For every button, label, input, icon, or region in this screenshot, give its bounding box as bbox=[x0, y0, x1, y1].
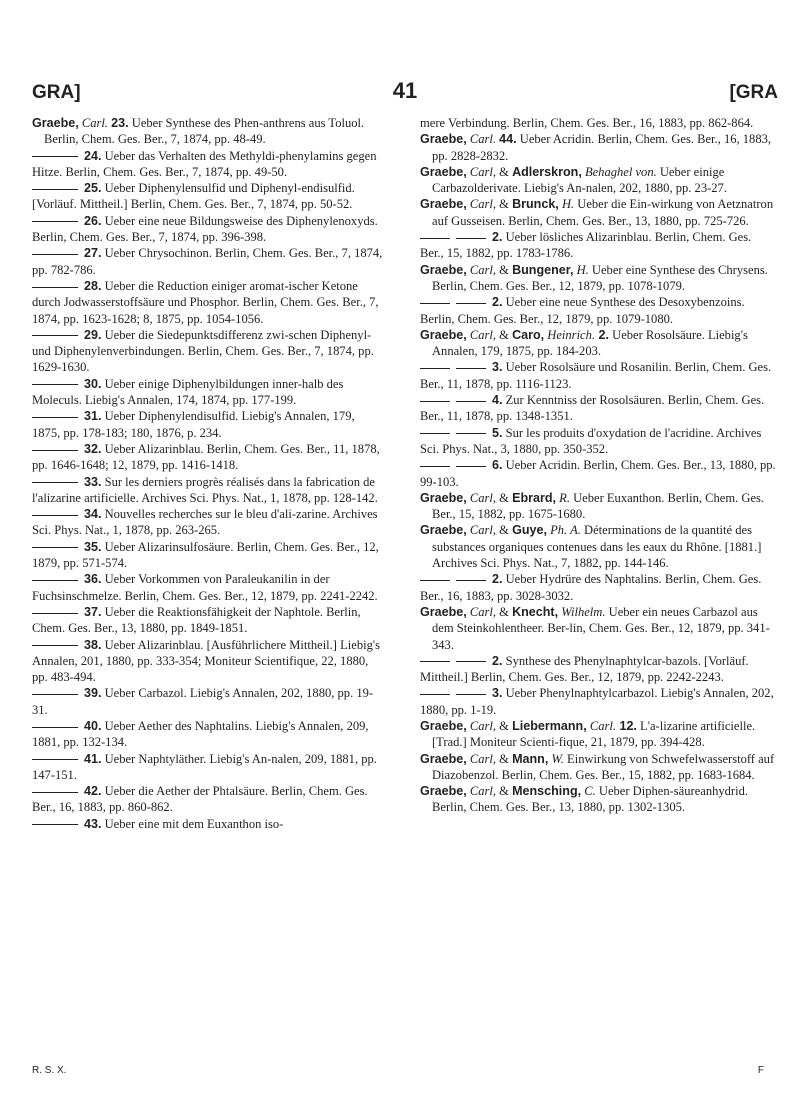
coauthor-surname: Ebrard, bbox=[512, 490, 557, 505]
entry-number: 44. bbox=[499, 132, 517, 147]
bibliography-entry bbox=[420, 653, 776, 686]
bibliography-entry bbox=[32, 751, 384, 784]
ditto-dash bbox=[420, 368, 450, 369]
author-forename: Carl. bbox=[81, 116, 109, 130]
left-column bbox=[32, 115, 384, 832]
entry-number: 25. bbox=[84, 181, 102, 196]
page-header bbox=[32, 78, 778, 108]
bibliography-entry: Graebe, Carl, & Knecht, Wilhelm. Ueber ein neues Carbazol aus dem Steinkohlentheer. Ber-lin, Chem. Ges. Ber., 12, 1879, pp. 341-343. bbox=[420, 604, 770, 652]
bibliography-entry bbox=[32, 327, 384, 376]
entry-text: Ueber Alizarinblau. [Ausführlichere Mittheil.] Liebig's Annalen, 201, 1880, pp. 333-354; Moniteur Scientifique, 22, 1880, pp. 483-494. bbox=[32, 637, 381, 685]
entry-number: 4. bbox=[492, 393, 503, 408]
entry-text: Déterminations de la quantité des substances organiques contenues dans les eaux du Rhône. [1881.] Archives Sci. Phys. Nat., 7, 1882, pp. 144-146. bbox=[432, 523, 762, 571]
entry-number: 2. bbox=[492, 230, 503, 245]
entry-text: Ueber Diphen-säureanhydrid. Berlin, Chem. Ges. Ber., 13, 1880, pp. 1302-1305. bbox=[432, 784, 748, 815]
author-surname: Graebe, bbox=[420, 262, 467, 277]
ditto-dash bbox=[32, 580, 78, 581]
entry-number: 24. bbox=[84, 148, 102, 163]
entry-text: Ueber Rosolsäure. Liebig's Annalen, 179, 1875, pp. 184-203. bbox=[432, 327, 748, 359]
author-forename: Carl, bbox=[469, 718, 497, 733]
entry-text: Ueber einige Carbazolderivate. Liebig's An-nalen, 202, 1880, pp. 23-27. bbox=[432, 164, 727, 196]
bibliography-entry bbox=[32, 783, 384, 816]
author-surname: Graebe, bbox=[420, 751, 467, 766]
ditto-dash bbox=[456, 238, 486, 239]
coauthor-surname: Knecht, bbox=[512, 604, 559, 619]
bibliography-entry bbox=[420, 425, 776, 458]
ditto-dash bbox=[456, 580, 486, 581]
signature-mark: R. S. X. bbox=[32, 1065, 67, 1076]
entry-text: Ueber Carbazol. Liebig's Annalen, 202, 1880, pp. 19-31. bbox=[32, 686, 374, 717]
entry-number: 39. bbox=[84, 686, 102, 701]
entry-number: 35. bbox=[84, 539, 102, 554]
entry-text: Ueber die Reduction einiger aromat-ischer Ketone durch Jodwasserstoffsäure und Phosphor. Berlin, Chem. Ges. Ber., 7, 1874, pp. 1623-1628; 8, 1875, pp. 1054-1056. bbox=[32, 278, 379, 326]
ditto-dash bbox=[32, 547, 78, 548]
bibliography-entry bbox=[420, 392, 776, 425]
entry-text: Ueber eine mit dem Euxanthon iso- bbox=[101, 816, 284, 831]
bibliography-entry bbox=[32, 376, 384, 409]
bibliography-entry: Graebe, Carl, & Mann, W. Einwirkung von Schwefelwasserstoff auf Diazobenzol. Berlin, Chem. Ges. Ber., 15, 1882, pp. 1683-1684. bbox=[420, 751, 775, 782]
author-forename: Carl, bbox=[469, 197, 497, 212]
ditto-dash bbox=[456, 368, 486, 369]
bibliography-entry bbox=[32, 604, 384, 637]
ditto-dash bbox=[456, 303, 486, 304]
coauthor-forename: Wilhelm. bbox=[561, 604, 606, 619]
header-right-running-head: [GRA bbox=[729, 82, 778, 103]
bibliography-entry: Graebe, Carl, & Guye, Ph. A. Déterminations de la quantité des substances organiques contenues dans les eaux du Rhône. [1881.] Archives Sci. Phys. Nat., 7, 1882, pp. 144-146. bbox=[420, 523, 762, 571]
ditto-dash bbox=[32, 417, 78, 418]
author-surname: Graebe, bbox=[420, 197, 467, 212]
entry-number: 41. bbox=[84, 751, 102, 766]
right-column bbox=[420, 115, 776, 816]
coauthor-forename: Heinrich. bbox=[547, 327, 596, 342]
ditto-dash bbox=[32, 287, 78, 288]
entry-number: 3. bbox=[492, 360, 503, 375]
entry-number: 31. bbox=[84, 409, 102, 424]
bibliography-entry: Graebe, Carl, & Adlerskron, Behaghel von. Ueber einige Carbazolderivate. Liebig's An-nalen, 202, 1880, pp. 23-27. bbox=[420, 164, 727, 196]
author-forename: Carl. bbox=[469, 132, 497, 147]
author-forename: Carl, bbox=[469, 751, 497, 766]
coauthor-forename: Behaghel von. bbox=[584, 164, 657, 179]
gathering-letter: F bbox=[757, 1065, 764, 1076]
page-number: 41 bbox=[392, 78, 418, 103]
ditto-dash bbox=[456, 466, 486, 467]
ditto-dash bbox=[456, 401, 486, 402]
author-forename: Carl, bbox=[469, 784, 497, 799]
ditto-dash bbox=[32, 515, 78, 516]
bibliography-entry bbox=[420, 115, 776, 131]
coauthor-surname: Guye, bbox=[512, 523, 547, 538]
entry-number: 5. bbox=[492, 425, 503, 440]
bibliography-entry bbox=[32, 718, 384, 751]
author-forename: Carl, bbox=[469, 523, 497, 538]
coauthor-forename: W. bbox=[551, 751, 564, 766]
entry-text: Ueber Diphenylendisulfid. Liebig's Annalen, 179, 1875, pp. 178-183; 180, 1876, p. 234. bbox=[32, 409, 355, 440]
entry-text: Sur les derniers progrès réalisés dans la fabrication de l'alizarine artificielle. Archives Sci. Phys. Nat., 1, 1878, pp. 128-142. bbox=[32, 474, 378, 505]
bibliography-entry: Graebe, Carl, & Liebermann, Carl. 12. L'a-lizarine artificielle. [Trad.] Moniteur Scienti-fique, 21, 1879, pp. 394-428. bbox=[420, 718, 756, 750]
coauthor-surname: Mensching, bbox=[512, 784, 582, 799]
bibliography-entry bbox=[32, 506, 384, 539]
ditto-dash bbox=[32, 221, 78, 222]
bibliography-entry bbox=[420, 685, 776, 718]
bibliography-entry bbox=[420, 294, 776, 327]
ditto-dash bbox=[32, 450, 78, 451]
entry-number: 36. bbox=[84, 572, 102, 587]
entry-text: mere Verbindung. Berlin, Chem. Ges. Ber., 16, 1883, pp. 862-864. bbox=[420, 116, 754, 130]
entry-text: Ueber Chrysochinon. Berlin, Chem. Ges. Ber., 7, 1874, pp. 782-786. bbox=[32, 246, 383, 277]
entry-text: Sur les produits d'oxydation de l'acridine. Archives Sci. Phys. Nat., 3, 1880, pp. 350-352. bbox=[420, 425, 762, 456]
ditto-dash bbox=[420, 433, 450, 434]
bibliography-entry bbox=[32, 637, 384, 686]
entry-number: 2. bbox=[492, 295, 503, 310]
entry-text: Ueber einige Diphenylbildungen inner-halb des Moleculs. Liebig's Annalen, 174, 1874, pp. 177-199. bbox=[32, 376, 344, 408]
ditto-dash bbox=[32, 482, 78, 483]
entry-text: Ueber Acridin. Berlin, Chem. Ges. Ber., 13, 1880, pp. 99-103. bbox=[420, 458, 776, 489]
entry-number: 2. bbox=[492, 653, 503, 668]
entry-text: Ueber Diphenylensulfid und Diphenyl-endisulfid. [Vorläuf. Mittheil.] Berlin, Chem. Ges. Ber., 7, 1874, pp. 50-52. bbox=[32, 181, 355, 212]
entry-text: Ueber Vorkommen von Paraleukanilin in der Fuchsinschmelze. Berlin, Chem. Ges. Ber., 12, 1879, pp. 2241-2242. bbox=[32, 572, 378, 603]
bibliography-entry bbox=[32, 408, 384, 441]
bibliography-entry bbox=[420, 131, 776, 164]
ditto-dash bbox=[32, 694, 78, 695]
ditto-dash bbox=[32, 156, 78, 157]
ditto-dash bbox=[32, 792, 78, 793]
entry-text: Ueber Naphtyläther. Liebig's An-nalen, 209, 1881, pp. 147-151. bbox=[32, 751, 377, 782]
entry-text: Ueber Alizarinblau. Berlin, Chem. Ges. Ber., 11, 1878, pp. 1646-1648; 12, 1879, pp. 1416-1418. bbox=[32, 441, 380, 473]
bibliography-entry bbox=[32, 539, 384, 572]
author-surname: Graebe, bbox=[420, 784, 467, 799]
coauthor-surname: Caro, bbox=[512, 327, 545, 342]
entry-number: 6. bbox=[492, 458, 503, 473]
author-surname: Graebe, bbox=[420, 490, 467, 505]
entry-text: Ueber die Siedepunktsdifferenz zwi-schen Diphenyl- und Diphenylenverbindungen. Berlin, Chem. Ges. Ber., 7, 1874, pp. 1629-1630. bbox=[32, 327, 374, 375]
entry-text: Synthese des Phenylnaphtylcar-bazols. [Vorläuf. Mittheil.] Berlin, Chem. Ges. Ber., 12, 1879, pp. 2242-2243. bbox=[420, 653, 749, 685]
coauthor-surname: Brunck, bbox=[512, 197, 559, 212]
bibliography-entry bbox=[420, 359, 776, 392]
entry-number: 2. bbox=[595, 327, 609, 342]
bibliography-entry bbox=[32, 148, 384, 181]
ditto-dash bbox=[420, 401, 450, 402]
entry-number: 23. bbox=[111, 116, 129, 130]
entry-text: Ueber lösliches Alizarinblau. Berlin, Chem. Ges. Ber., 15, 1882, pp. 1783-1786. bbox=[420, 230, 752, 261]
entry-text: Ueber die Ein-wirkung von Aetznatron auf Gusseisen. Berlin, Chem. Ges. Ber., 13, 1880, pp. 725-726. bbox=[432, 197, 774, 228]
coauthor-forename: Carl. bbox=[589, 718, 616, 733]
bibliography-entry bbox=[32, 278, 384, 327]
bibliography-entry bbox=[32, 115, 384, 148]
entry-text: Ueber Acridin. Berlin, Chem. Ges. Ber., 16, 1883, pp. 2828-2832. bbox=[432, 132, 772, 163]
coauthor-surname: Bungener, bbox=[512, 262, 574, 277]
bibliography-entry bbox=[32, 245, 384, 278]
coauthor-surname: Mann, bbox=[512, 751, 549, 766]
bibliography-entry: Graebe, Carl, & Ebrard, R. Ueber Euxanthon. Berlin, Chem. Ges. Ber., 15, 1882, pp. 1675-1680. bbox=[420, 490, 765, 522]
entry-text: Nouvelles recherches sur le bleu d'ali-zarine. Archives Sci. Phys. Nat., 1, 1878, pp. 263-265. bbox=[32, 507, 378, 538]
ditto-dash bbox=[420, 466, 450, 467]
ditto-dash bbox=[456, 433, 486, 434]
entry-number: 3. bbox=[492, 686, 503, 701]
ditto-dash bbox=[32, 824, 78, 825]
entry-text: Ueber die Reaktionsfähigkeit der Naphtole. Berlin, Chem. Ges. Ber., 13, 1880, pp. 1849-1851. bbox=[32, 604, 361, 636]
bibliography-entry bbox=[32, 441, 384, 474]
entry-number: 42. bbox=[84, 784, 102, 799]
ditto-dash bbox=[420, 661, 450, 662]
coauthor-forename: C. bbox=[584, 784, 596, 799]
bibliography-entry bbox=[420, 229, 776, 262]
entry-text: Ueber das Verhalten des Methyldi-phenylamins gegen Hitze. Berlin, Chem. Ges. Ber., 7, 1874, pp. 49-50. bbox=[32, 148, 377, 179]
entry-number: 12. bbox=[615, 718, 637, 733]
bibliography-entry bbox=[32, 816, 384, 832]
entry-text: Ueber ein neues Carbazol aus dem Steinkohlentheer. Ber-lin, Chem. Ges. Ber., 12, 1879, pp. 341-343. bbox=[432, 604, 770, 652]
entry-text: Ueber die Aether der Phtalsäure. Berlin, Chem. Ges. Ber., 16, 1883, pp. 860-862. bbox=[32, 784, 368, 815]
ditto-dash bbox=[420, 238, 450, 239]
ditto-dash bbox=[32, 759, 78, 760]
bibliography-entry: Graebe, Carl, & Bungener, H. Ueber eine Synthese des Chrysens. Berlin, Chem. Ges. Ber., 12, 1879, pp. 1078-1079. bbox=[420, 262, 768, 293]
entry-number: 26. bbox=[84, 213, 102, 228]
entry-number: 30. bbox=[84, 376, 102, 391]
coauthor-surname: Adlerskron, bbox=[512, 164, 582, 179]
entry-text: Ueber Aether des Naphtalins. Liebig's Annalen, 209, 1881, pp. 132-134. bbox=[32, 718, 369, 750]
entry-text: Ueber eine neue Bildungsweise des Diphenylenoxyds. Berlin, Chem. Ges. Ber., 7, 1874, pp. 396-398. bbox=[32, 213, 378, 245]
bibliography-entry bbox=[420, 457, 776, 490]
entry-number: 2. bbox=[492, 572, 503, 587]
entry-text: Ueber eine neue Synthese des Desoxybenzoins. Berlin, Chem. Ges. Ber., 12, 1879, pp. 1079-1080. bbox=[420, 295, 745, 326]
author-forename: Carl, bbox=[469, 490, 497, 505]
entry-number: 37. bbox=[84, 604, 102, 619]
entry-text: Ueber Rosolsäure und Rosanilin. Berlin, Chem. Ges. Ber., 11, 1878, pp. 1116-1123. bbox=[420, 360, 772, 391]
bibliography-entry bbox=[32, 571, 384, 604]
author-surname: Graebe, bbox=[420, 523, 467, 538]
bibliography-entry bbox=[32, 180, 384, 213]
ditto-dash bbox=[420, 580, 450, 581]
entry-number: 28. bbox=[84, 278, 102, 293]
coauthor-forename: H. bbox=[561, 197, 575, 212]
entry-number: 34. bbox=[84, 507, 102, 522]
coauthor-forename: Ph. A. bbox=[550, 523, 581, 538]
bibliography-entry bbox=[32, 474, 384, 507]
author-surname: Graebe, bbox=[420, 327, 467, 342]
author-surname: Graebe, bbox=[32, 116, 79, 130]
bibliography-entry bbox=[32, 685, 384, 718]
entry-number: 27. bbox=[84, 246, 102, 261]
bibliography-entry: Graebe, Carl, & Mensching, C. Ueber Diphen-säureanhydrid. Berlin, Chem. Ges. Ber., 13, 1880, pp. 1302-1305. bbox=[420, 784, 748, 815]
entry-number: 40. bbox=[84, 718, 102, 733]
ditto-dash bbox=[420, 303, 450, 304]
entry-text: Ueber Euxanthon. Berlin, Chem. Ges. Ber., 15, 1882, pp. 1675-1680. bbox=[432, 490, 765, 522]
bibliography-entry bbox=[420, 571, 776, 604]
coauthor-surname: Liebermann, bbox=[512, 718, 587, 733]
author-surname: Graebe, bbox=[420, 718, 467, 733]
entry-text: Ueber eine Synthese des Chrysens. Berlin, Chem. Ges. Ber., 12, 1879, pp. 1078-1079. bbox=[432, 262, 768, 293]
bibliography-entry: Graebe, Carl, & Caro, Heinrich. 2. Ueber Rosolsäure. Liebig's Annalen, 179, 1875, pp. 184-203. bbox=[420, 327, 748, 359]
author-surname: Graebe, bbox=[420, 604, 467, 619]
author-surname: Graebe, bbox=[420, 132, 467, 147]
ditto-dash bbox=[32, 335, 78, 336]
ditto-dash bbox=[32, 254, 78, 255]
entry-text: Ueber Synthese des Phen-anthrens aus Toluol. Berlin, Chem. Ges. Ber., 7, 1874, pp. 48-49. bbox=[44, 116, 365, 147]
ditto-dash bbox=[32, 727, 78, 728]
ditto-dash bbox=[32, 613, 78, 614]
entry-number: 29. bbox=[84, 327, 102, 342]
coauthor-forename: H. bbox=[576, 262, 589, 277]
entry-text: L'a-lizarine artificielle. [Trad.] Moniteur Scienti-fique, 21, 1879, pp. 394-428. bbox=[432, 718, 756, 750]
entry-text: Ueber Hydrüre des Naphtalins. Berlin, Chem. Ges. Ber., 16, 1883, pp. 3028-3032. bbox=[420, 572, 762, 603]
ditto-dash bbox=[420, 694, 450, 695]
ditto-dash bbox=[456, 694, 486, 695]
entry-number: 43. bbox=[84, 816, 102, 831]
coauthor-forename: R. bbox=[559, 490, 570, 505]
bibliography-entry: Graebe, Carl, & Brunck, H. Ueber die Ein-wirkung von Aetznatron auf Gusseisen. Berlin, Chem. Ges. Ber., 13, 1880, pp. 725-726. bbox=[420, 197, 774, 228]
author-forename: Carl, bbox=[469, 164, 497, 179]
entry-number: 33. bbox=[84, 474, 102, 489]
entry-number: 32. bbox=[84, 441, 102, 456]
author-forename: Carl, bbox=[469, 262, 497, 277]
author-surname: Graebe, bbox=[420, 164, 467, 179]
ditto-dash bbox=[456, 661, 486, 662]
ditto-dash bbox=[32, 189, 78, 190]
bibliography-entry bbox=[32, 213, 384, 246]
entry-text: Ueber Alizarinsulfosäure. Berlin, Chem. Ges. Ber., 12, 1879, pp. 571-574. bbox=[32, 539, 379, 571]
ditto-dash bbox=[32, 645, 78, 646]
header-left-running-head: GRA] bbox=[32, 82, 81, 103]
author-forename: Carl, bbox=[469, 327, 497, 342]
entry-number: 38. bbox=[84, 637, 102, 652]
entry-text: Zur Kenntniss der Rosolsäuren. Berlin, Chem. Ges. Ber., 11, 1878, pp. 1348-1351. bbox=[420, 393, 765, 424]
ditto-dash bbox=[32, 384, 78, 385]
entry-text: Ueber Phenylnaphtylcarbazol. Liebig's Annalen, 202, 1880, pp. 1-19. bbox=[420, 686, 774, 717]
author-forename: Carl, bbox=[469, 604, 497, 619]
entry-text: Einwirkung von Schwefelwasserstoff auf Diazobenzol. Berlin, Chem. Ges. Ber., 15, 1882, pp. 1683-1684. bbox=[432, 751, 775, 782]
